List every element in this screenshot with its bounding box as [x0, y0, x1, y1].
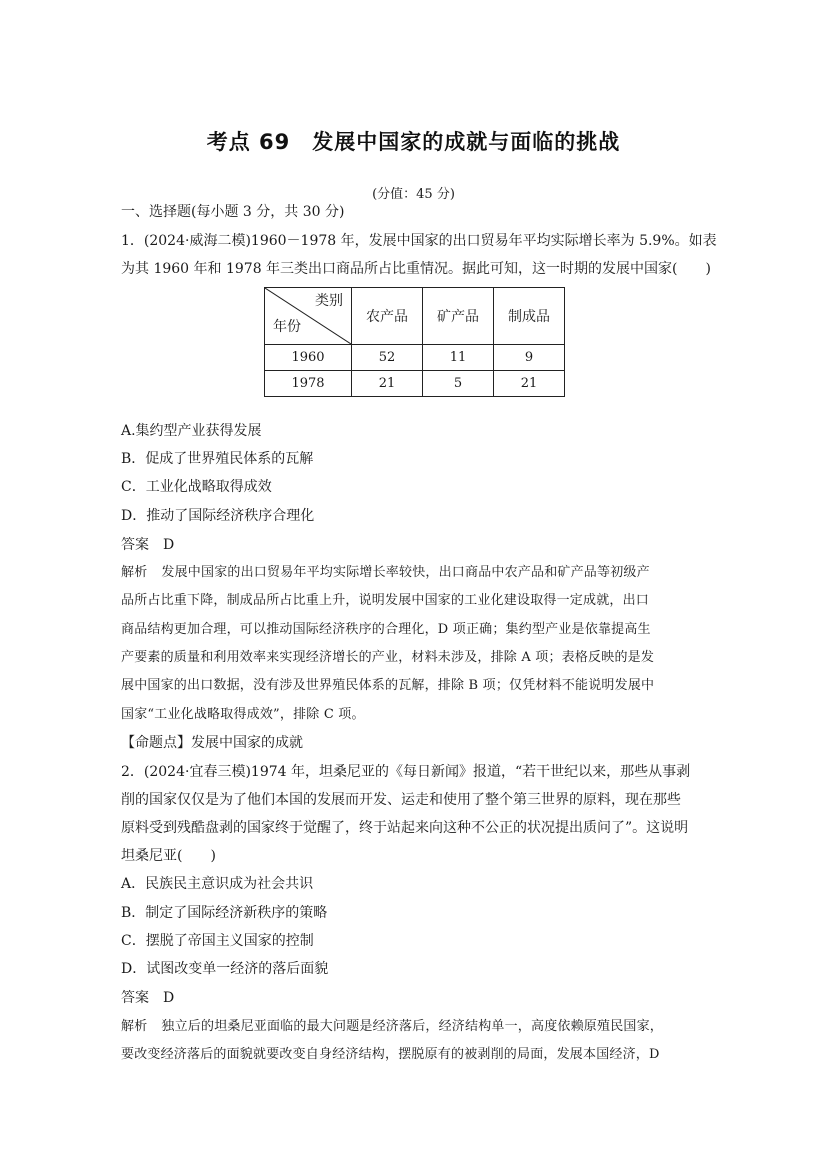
q1-option-a: A.集约型产业获得发展 — [121, 423, 262, 439]
score-note: (分值：45 分) — [372, 187, 455, 202]
export-share-table — [264, 287, 565, 397]
table-header-cell: 农产品 — [352, 288, 423, 345]
q2-stem-line-2: 削的国家仅仅是为了他们本国的发展而开发、运走和使用了整个第三世界的原料，现在那些 — [121, 792, 681, 808]
answer-value: D — [163, 537, 175, 553]
q1-explanation-line: 品所占比重下降，制成品所占比重上升，说明发展中国家的工业化建设取得一定成就，出口 — [121, 593, 650, 608]
answer-label: 答案 — [121, 537, 149, 553]
table-cell: 9 — [494, 345, 565, 371]
q2-stem-line-3: 原料受到残酷盘剥的国家终于觉醒了，终于站起来向这种不公正的状况提出质问了”。这说明 — [121, 820, 689, 836]
q1-option-d: D．推动了国际经济秩序合理化 — [121, 508, 315, 524]
q1-explanation-line: 产要素的质量和利用效率来实现经济增长的产业，材料未涉及，排除 A 项；表格反映的是发 — [121, 650, 655, 665]
q1-stem-line-2: 为其 1960 年和 1978 年三类出口商品所占比重情况。据此可知，这一时期的发展中国家( ) — [121, 261, 711, 277]
explanation-text: 独立后的坦桑尼亚面临的最大问题是经济落后，经济结构单一，高度依赖原殖民国家， — [161, 1019, 664, 1034]
corner-year-label: 年份 — [273, 319, 301, 335]
q1-option-b: B．促成了世界殖民体系的瓦解 — [121, 451, 314, 467]
table-row — [265, 345, 565, 371]
table-cell-year: 1960 — [265, 345, 352, 371]
q1-explanation-line — [121, 563, 711, 583]
table-row — [265, 371, 565, 397]
q1-explanation-line: 展中国家的出口数据，没有涉及世界殖民体系的瓦解，排除 B 项；仅凭材料不能说明发展中 — [121, 678, 655, 693]
q1-explanation-line: 商品结构更加合理，可以推动国际经济秩序的合理化，D 项正确；集约型产业是依靠提高生 — [121, 622, 651, 637]
explanation-label: 解析 — [121, 1019, 148, 1034]
answer-label: 答案 — [121, 990, 149, 1006]
table-cell: 21 — [494, 371, 565, 397]
table-header-cell: 制成品 — [494, 288, 565, 345]
explanation-text: 发展中国家的出口贸易年平均实际增长率较快，出口商品中农产品和矿产品等初级产 — [161, 565, 650, 580]
table-cell: 52 — [352, 345, 423, 371]
table-cell: 11 — [423, 345, 494, 371]
q2-stem-line-1: 2．(2024·宜春三模)1974 年，坦桑尼亚的《每日新闻》报道，“若干世纪以来，那些从事剥 — [121, 764, 691, 780]
table-cell-year: 1978 — [265, 371, 352, 397]
q1-stem-line-1: 1．(2024·威海二模)1960－1978 年，发展中国家的出口贸易年平均实际增长率为 5.9%。如表 — [121, 233, 717, 249]
q1-explanation-line: 国家“工业化战略取得成效”，排除 C 项。 — [121, 707, 365, 722]
q2-answer — [121, 988, 711, 1008]
corner-category-label: 类别 — [315, 293, 343, 309]
table-corner-cell — [265, 288, 352, 345]
table-header-cell: 矿产品 — [423, 288, 494, 345]
q2-explanation-line — [121, 1017, 711, 1037]
q2-option-b: B．制定了国际经济新秩序的策略 — [121, 905, 328, 921]
table-cell: 21 — [352, 371, 423, 397]
q1-option-c: C．工业化战略取得成效 — [121, 479, 272, 495]
q2-option-a: A．民族民主意识成为社会共识 — [121, 876, 314, 892]
q2-option-d: D．试图改变单一经济的落后面貌 — [121, 961, 329, 977]
section-heading: 一、选择题(每小题 3 分，共 30 分) — [121, 204, 345, 220]
page-title: 考点 69 发展中国家的成就与面临的挑战 — [206, 130, 621, 154]
explanation-label: 解析 — [121, 565, 148, 580]
q1-proposition-point: 【命题点】发展中国家的成就 — [121, 735, 303, 751]
q1-answer — [121, 535, 711, 555]
q2-option-c: C．摆脱了帝国主义国家的控制 — [121, 933, 314, 949]
table-cell: 5 — [423, 371, 494, 397]
q2-stem-line-4: 坦桑尼亚( ) — [121, 848, 216, 864]
q2-explanation-line: 要改变经济落后的面貌就要改变自身经济结构，摆脱原有的被剥削的局面，发展本国经济，D — [121, 1047, 660, 1062]
answer-value: D — [163, 990, 175, 1006]
